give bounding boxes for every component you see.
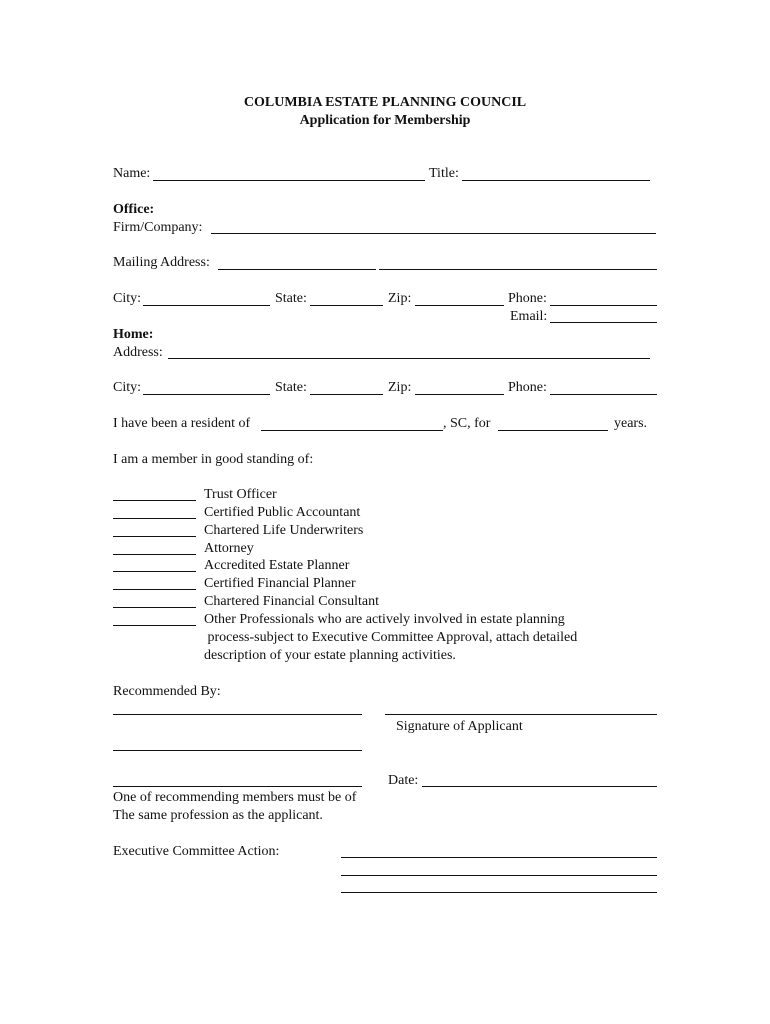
title-field[interactable]: [462, 180, 650, 181]
membership-blank-cpa[interactable]: [113, 518, 196, 519]
executive-committee-label: Executive Committee Action:: [113, 844, 280, 859]
home-state-field[interactable]: [310, 394, 383, 395]
membership-option-cpa: Certified Public Accountant: [204, 505, 361, 520]
residency-location-field[interactable]: [261, 430, 443, 431]
home-state-label: State:: [275, 380, 307, 395]
home-city-field[interactable]: [143, 394, 270, 395]
title-label: Title:: [429, 166, 459, 181]
home-zip-field[interactable]: [415, 394, 504, 395]
membership-option-other: Other Professionals who are actively involved in estate planning: [204, 612, 565, 627]
mailing-address-field-2[interactable]: [379, 269, 657, 270]
office-city-field[interactable]: [143, 305, 270, 306]
residency-middle: , SC, for: [443, 416, 491, 431]
date-field[interactable]: [422, 786, 657, 787]
office-phone-label: Phone:: [508, 291, 547, 306]
signature-of-applicant-label: Signature of Applicant: [396, 719, 523, 734]
office-email-label: Email:: [510, 309, 548, 324]
membership-option-clu: Chartered Life Underwriters: [204, 523, 364, 538]
membership-blank-aep[interactable]: [113, 571, 196, 572]
committee-action-line-2[interactable]: [341, 875, 657, 876]
name-label: Name:: [113, 166, 151, 181]
home-address-label: Address:: [113, 345, 163, 360]
membership-blank-cfp[interactable]: [113, 589, 196, 590]
membership-intro: I am a member in good standing of:: [113, 452, 314, 467]
membership-option-trust-officer: Trust Officer: [204, 487, 277, 502]
office-zip-field[interactable]: [415, 305, 504, 306]
membership-other-note-line-3: description of your estate planning activities.: [204, 648, 456, 663]
office-zip-label: Zip:: [388, 291, 412, 306]
firm-field[interactable]: [211, 233, 656, 234]
office-heading: Office:: [113, 202, 155, 217]
residency-suffix: years.: [614, 416, 648, 431]
recommender-line-2[interactable]: [113, 750, 362, 751]
membership-blank-attorney[interactable]: [113, 554, 196, 555]
home-phone-label: Phone:: [508, 380, 547, 395]
office-phone-field[interactable]: [550, 305, 657, 306]
office-state-label: State:: [275, 291, 307, 306]
office-state-field[interactable]: [310, 305, 383, 306]
recommended-by-label: Recommended By:: [113, 684, 221, 699]
recommendation-note-line-2: The same profession as the applicant.: [113, 808, 323, 823]
membership-blank-chfc[interactable]: [113, 607, 196, 608]
mailing-address-field-1[interactable]: [218, 269, 376, 270]
membership-blank-other[interactable]: [113, 625, 196, 626]
office-email-field[interactable]: [550, 322, 657, 323]
mailing-address-label: Mailing Address:: [113, 255, 210, 270]
residency-years-field[interactable]: [498, 430, 608, 431]
membership-blank-trust-officer[interactable]: [113, 500, 196, 501]
home-zip-label: Zip:: [388, 380, 412, 395]
applicant-signature-line[interactable]: [385, 714, 657, 715]
committee-action-line-3[interactable]: [341, 892, 657, 893]
membership-option-attorney: Attorney: [204, 541, 254, 556]
home-heading: Home:: [113, 327, 154, 342]
firm-label: Firm/Company:: [113, 220, 203, 235]
org-name: COLUMBIA ESTATE PLANNING COUNCIL: [243, 95, 527, 110]
recommendation-note-line-1: One of recommending members must be of: [113, 790, 357, 805]
date-label: Date:: [388, 773, 419, 788]
residency-prefix: I have been a resident of: [113, 416, 251, 431]
office-city-label: City:: [113, 291, 142, 306]
membership-other-note-line-2: process-subject to Executive Committee Approval, attach detailed: [204, 630, 578, 645]
home-address-field[interactable]: [168, 358, 650, 359]
committee-action-line-1[interactable]: [341, 857, 657, 858]
home-phone-field[interactable]: [550, 394, 657, 395]
membership-option-chfc: Chartered Financial Consultant: [204, 594, 379, 609]
membership-blank-clu[interactable]: [113, 536, 196, 537]
recommender-line-3[interactable]: [113, 786, 362, 787]
membership-option-aep: Accredited Estate Planner: [204, 558, 350, 573]
form-title: Application for Membership: [299, 113, 471, 128]
name-field[interactable]: [153, 180, 425, 181]
recommender-line-1[interactable]: [113, 714, 362, 715]
membership-option-cfp: Certified Financial Planner: [204, 576, 356, 591]
home-city-label: City:: [113, 380, 142, 395]
